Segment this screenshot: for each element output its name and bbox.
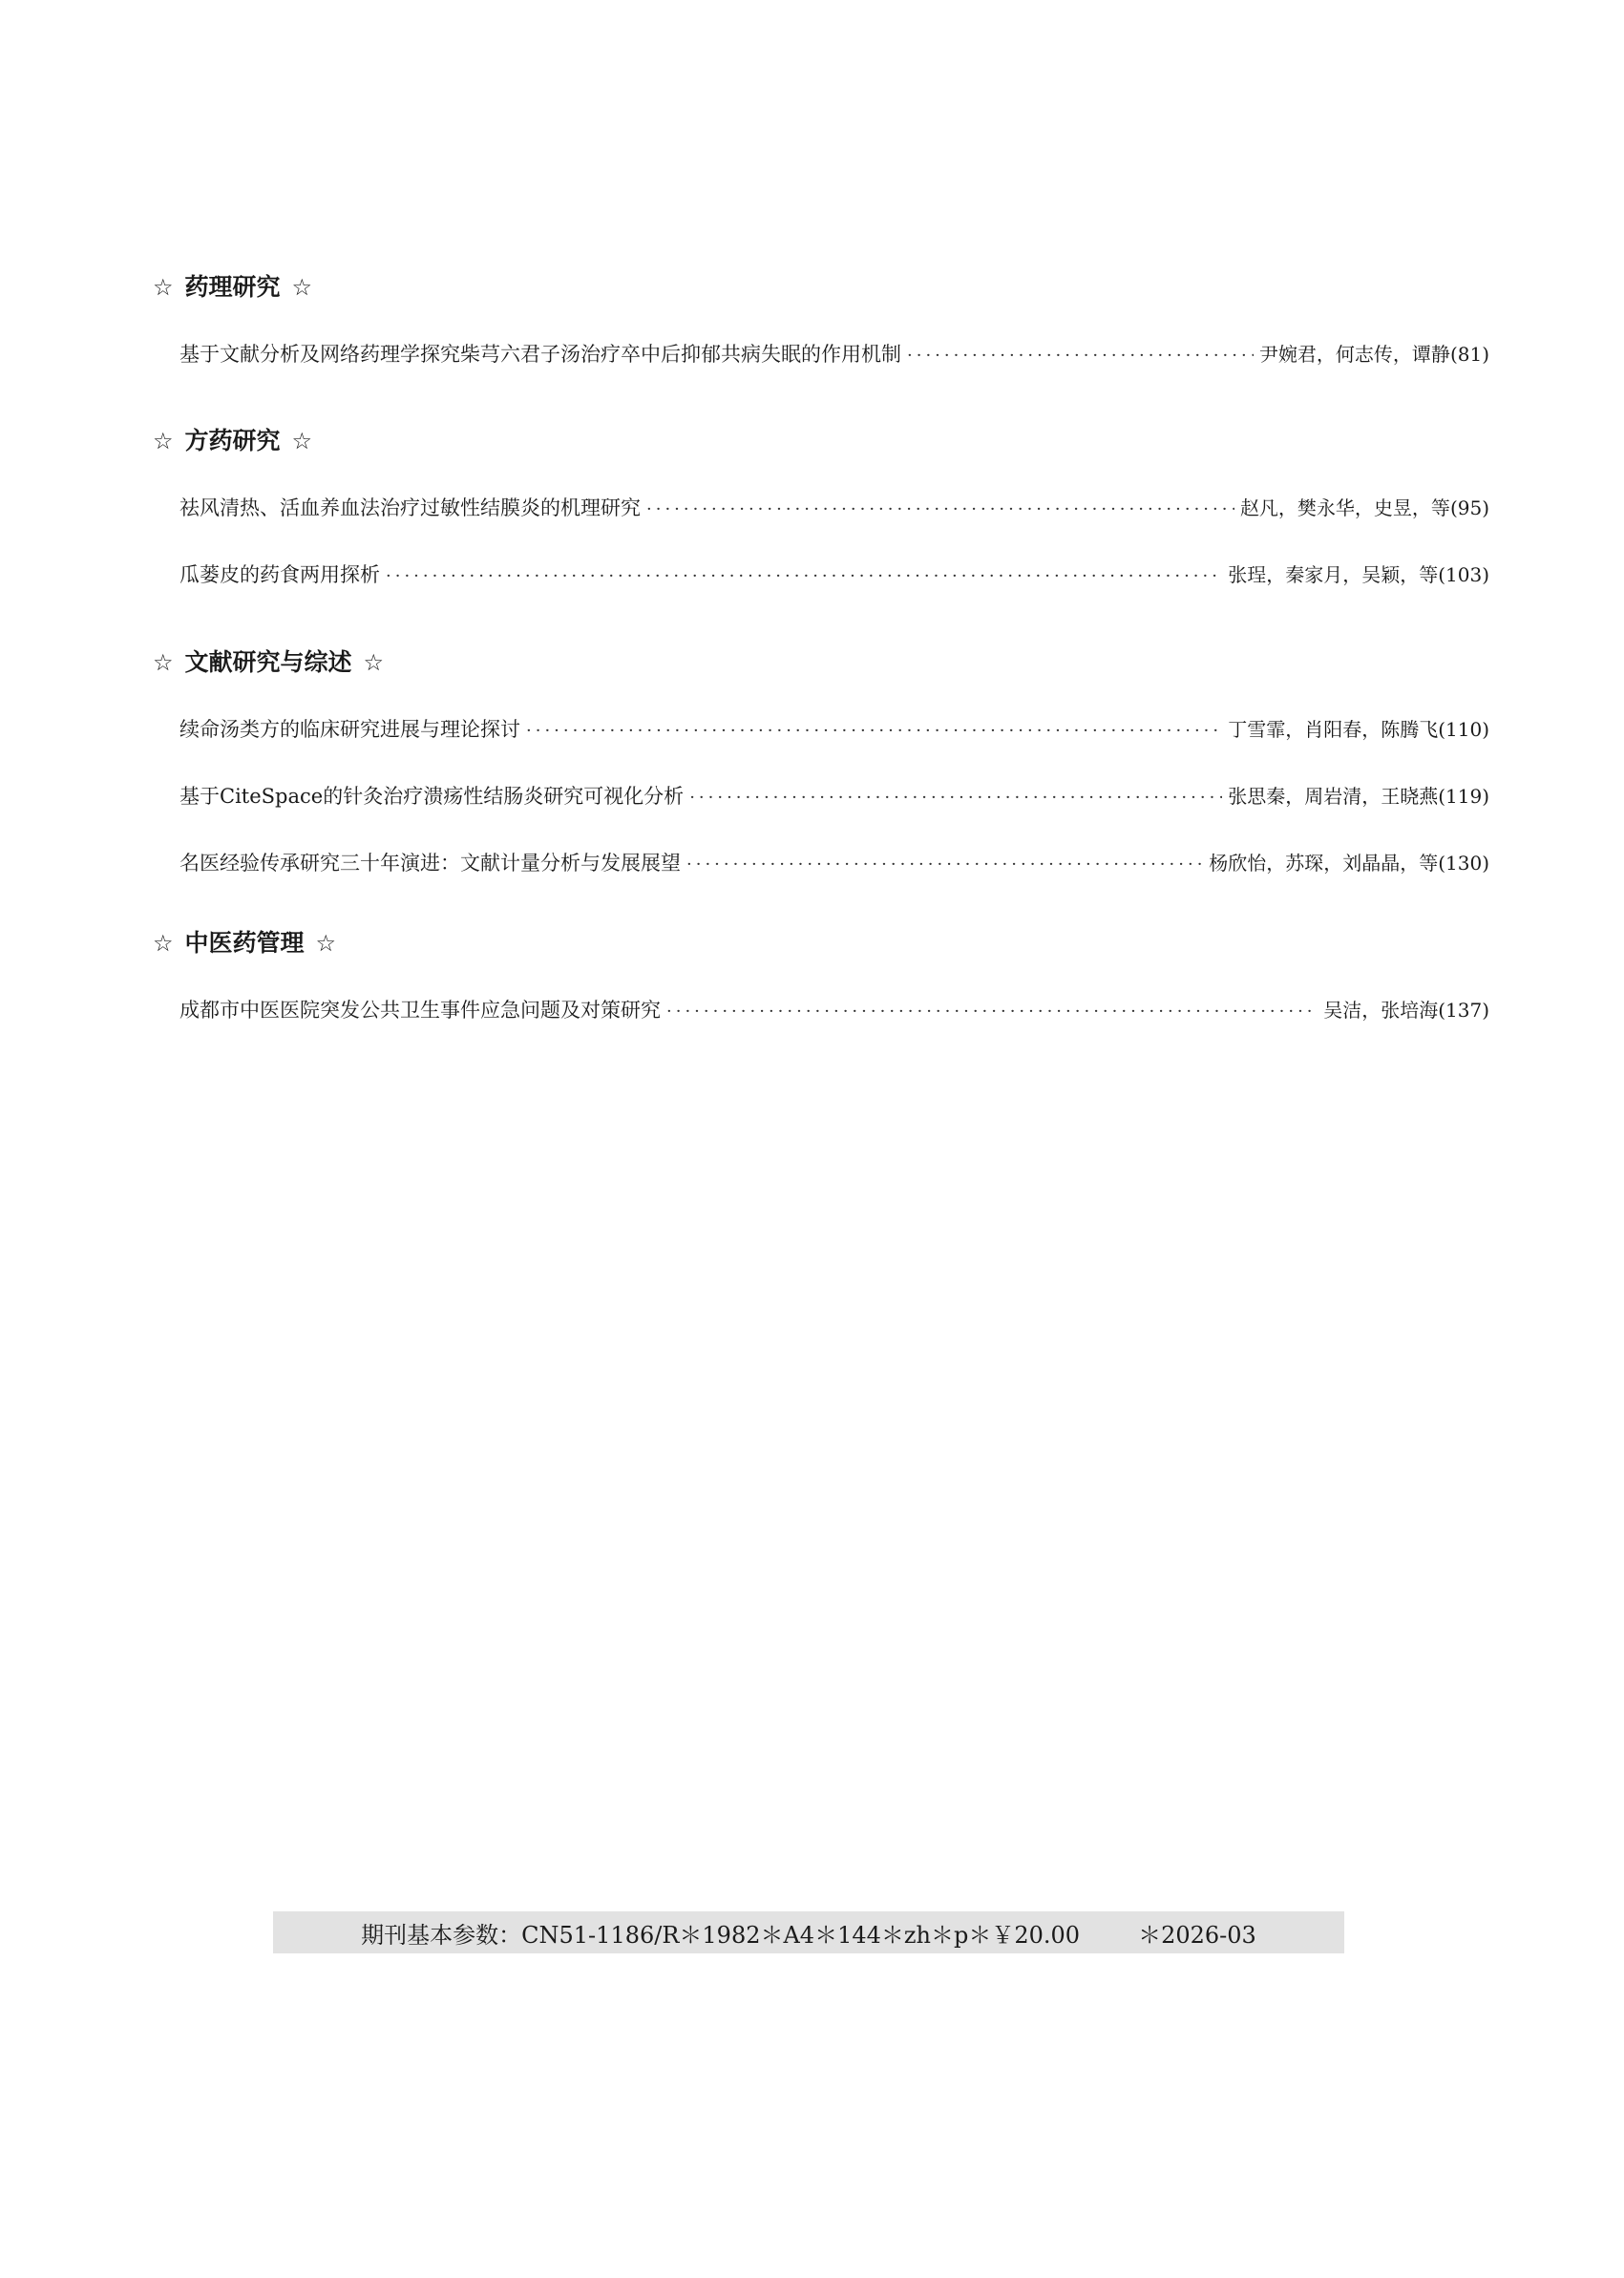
spacer xyxy=(1080,1919,1138,1946)
section-heading xyxy=(153,422,1489,460)
article-page: (130) xyxy=(1438,852,1489,875)
article-page: (81) xyxy=(1449,343,1489,366)
parameters-value: CN51-1186/R＊1982＊A4＊144＊zh＊p＊￥20.00 xyxy=(521,1921,1081,1949)
article-title: 成都市中医医院突发公共卫生事件应急问题及对策研究 xyxy=(179,999,661,1022)
article-page: (119) xyxy=(1438,785,1489,808)
dot-leader xyxy=(689,781,1222,815)
star-icon: ☆ xyxy=(315,930,337,957)
article-title: 续命汤类方的临床研究进展与理论探讨 xyxy=(179,718,520,741)
dot-leader xyxy=(686,848,1203,882)
dot-leader xyxy=(526,714,1222,749)
parameters-label: 期刊基本参数： xyxy=(361,1921,522,1949)
toc-entry[interactable] xyxy=(179,337,1489,371)
section-title: 中医药管理 xyxy=(184,929,305,957)
article-title: 名医经验传承研究三十年演进：文献计量分析与发展展望 xyxy=(179,852,681,875)
article-authors: 尹婉君，何志传，谭静 xyxy=(1258,343,1450,366)
star-icon: ☆ xyxy=(153,649,174,676)
section-title: 方药研究 xyxy=(184,427,281,454)
article-title: 祛风清热、活血养血法治疗过敏性结膜炎的机理研究 xyxy=(179,496,641,519)
section-literature-review xyxy=(153,643,1489,880)
article-authors: 张思秦，周岩清，王晓燕 xyxy=(1228,785,1439,808)
dot-leader xyxy=(646,493,1234,527)
article-authors: 杨欣怡，苏琛，刘晶晶，等 xyxy=(1209,852,1439,875)
article-authors: 吴洁，张培海 xyxy=(1323,999,1439,1022)
toc-entry[interactable] xyxy=(179,712,1489,747)
section-tcm-management xyxy=(153,924,1489,1027)
article-title: 基于文献分析及网络药理学探究柴芎六君子汤治疗卒中后抑郁共病失眠的作用机制 xyxy=(179,343,901,366)
section-title: 药理研究 xyxy=(184,273,281,301)
article-page: (137) xyxy=(1438,999,1489,1022)
section-pharmacology xyxy=(153,268,1489,371)
star-icon: ☆ xyxy=(291,428,313,454)
article-authors: 赵凡，樊永华，史昱，等 xyxy=(1239,496,1450,519)
article-page: (103) xyxy=(1438,563,1489,586)
star-icon: ☆ xyxy=(153,930,174,957)
section-heading xyxy=(153,643,1489,682)
star-icon: ☆ xyxy=(291,274,313,301)
section-formula xyxy=(153,422,1489,592)
article-title: 瓜蒌皮的药食两用探析 xyxy=(179,563,380,586)
dot-leader xyxy=(386,559,1222,594)
toc-entry[interactable] xyxy=(179,993,1489,1027)
star-icon: ☆ xyxy=(153,428,174,454)
star-icon: ☆ xyxy=(363,649,385,676)
article-title: 基于CiteSpace的针灸治疗溃疡性结肠炎研究可视化分析 xyxy=(179,785,685,808)
star-icon: ☆ xyxy=(153,274,174,301)
section-heading xyxy=(153,268,1489,306)
journal-parameters-bar xyxy=(273,1911,1344,1953)
article-page: (95) xyxy=(1449,496,1489,519)
dot-leader xyxy=(666,995,1318,1029)
dot-leader xyxy=(907,339,1254,373)
section-heading xyxy=(153,924,1489,962)
issue-date: ＊2026-03 xyxy=(1138,1921,1256,1949)
article-page: (110) xyxy=(1438,718,1489,741)
article-authors: 丁雪霏，肖阳春，陈腾飞 xyxy=(1228,718,1439,741)
section-title: 文献研究与综述 xyxy=(184,648,352,676)
toc-entry[interactable] xyxy=(179,558,1489,592)
toc-entry[interactable] xyxy=(179,491,1489,525)
toc-entry[interactable] xyxy=(179,846,1489,880)
article-authors: 张珵，秦家月，吴颖，等 xyxy=(1228,563,1439,586)
toc-entry[interactable] xyxy=(179,779,1489,813)
